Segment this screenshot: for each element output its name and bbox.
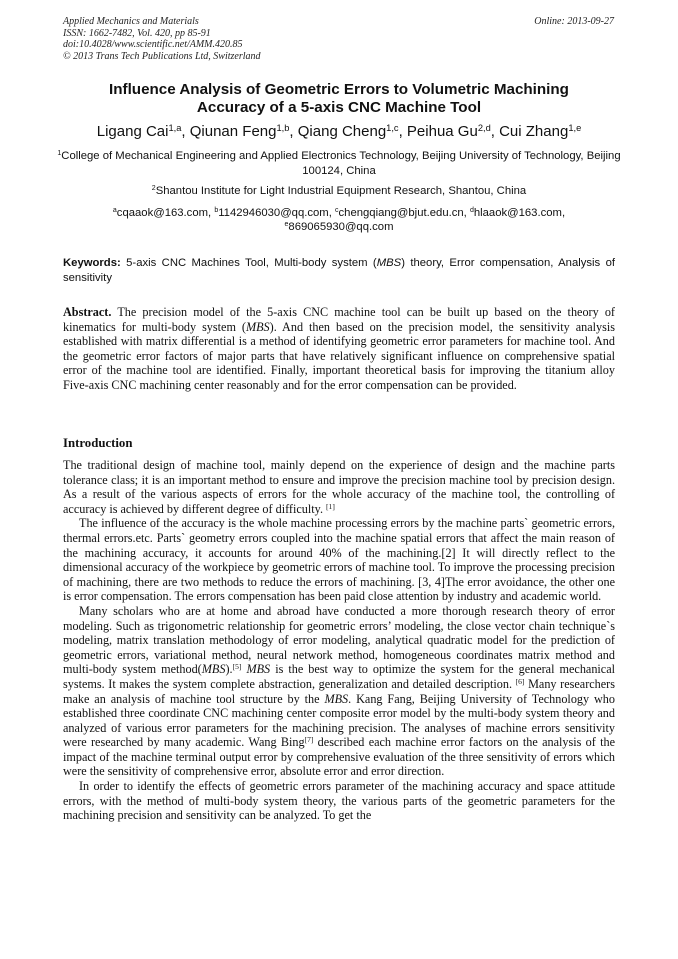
author: Qiunan Feng$^{1,b}$, bbox=[189, 122, 298, 140]
copyright-line: © 2013 Trans Tech Publications Ltd, Switzerland bbox=[63, 50, 261, 62]
paragraph: Many scholars who are at home and abroad have conducted a more thorough research theory of error modeling. Such as trigonometric relationship for geometric errors’ modeling, the close vector chain technique`s modeling, matrix translation methodology of error modeling, analytical quadratic model for the prediction of geometric errors, variational method, neural network method, homogeneous coordinates matrix method and multi-body system method(MBS).[5] MBS is the best way to optimize the system for the general mechanical systems. It makes the system complete abstraction, generalization and detailed description. [6] Many researchers make an analysis of machine tool structure by the MBS. Kang Fang, Beijing University of Technology who established three coordinate CNC machining center composite error model by the multi-body system theory and analyzed of various error parameters for the machining precision. The analyses of machine errors sensitivity were researched by many academic. Wang Bing[7] described each machine error factors on the analysis of the impact of the machine terminal output error by comprehensive evaluation of the three sensitivity of errors which were the sensitivity of comprehensive error, absolute error and error direction. bbox=[63, 603, 616, 779]
issn-line: ISSN: 1662-7482, Vol. 420, pp 85-91 bbox=[63, 27, 211, 39]
paper-title bbox=[40, 81, 638, 117]
journal-name: Applied Mechanics and Materials bbox=[63, 16, 199, 27]
email-link[interactable]: $^b$1142946030@qq.com, bbox=[214, 207, 332, 219]
introduction-body bbox=[63, 458, 615, 823]
keywords: Keywords: 5-axis CNC Machines Tool, Multi-body system (MBS) theory, Error compensation, Analysis of sensitivity bbox=[63, 257, 615, 284]
author: Peihua Gu$^{2,d}$, bbox=[406, 122, 500, 140]
abstract: Abstract. The precision model of the 5-axis CNC machine tool can be built up based on the theory of kinematics for multi-body system (MBS). And then based on the precision model, the sensitivity analysis established with matrix differential is a method of identifying geometric error parameters for machine tool. And the geometric error factors of major parts that have relatively significant influence on comprehensive spatial error of the machine tool are identified. Finally, important theoretical basis for improving the titanium alloy Five-axis CNC machining center reasonably and for the error compensation can be provided. bbox=[63, 305, 615, 392]
email-link[interactable]: $^d$hlaaok@163.com, bbox=[469, 207, 566, 219]
title-line-2: Accuracy of a 5-axis CNC Machine Tool bbox=[196, 99, 482, 116]
email-link[interactable]: $^e$869065930@qq.com bbox=[284, 221, 394, 233]
email-link[interactable]: $^a$cqaaok@163.com, bbox=[112, 207, 215, 219]
affiliation-2: $^2$Shantou Institute for Light Industrial Equipment Research, Shantou, China bbox=[151, 185, 527, 197]
author: Ligang Cai$^{1,a}$, bbox=[96, 122, 190, 140]
email-link[interactable]: $^c$chengqiang@bjut.edu.cn, bbox=[335, 207, 470, 219]
affiliation-1: $^1$College of Mechanical Engineering and Applied Electronics Technology, Beijing University of Technology, Beijing 100124, China bbox=[57, 150, 621, 177]
paragraph: The traditional design of machine tool, mainly depend on the experience of design and the machine parts tolerance class; it is an important method to ensure and improve the precision machine tool by precision design. As a result of the various aspects of errors for the whole accuracy of the machine tool, the controlling of accuracy is achieved by different degree of difficulty. [1] bbox=[63, 458, 615, 516]
paragraph: The influence of the accuracy is the whole machine processing errors by the machine parts` geometric errors, thermal errors.etc. Parts` geometry errors coupled into the machine spatial errors that affect the main reason of the machining accuracy, it accounts for around 40% of the machining.[2] It will directly reflect to the dimensional accuracy of the workpiece by geometric errors of machine tool. To improve the processing precision of machining, there are two methods to reduce the errors of machining. [3, 4]The error avoidance, the other one is error compensation. The errors compensation has been paid close attention by industry and academic world. bbox=[63, 516, 615, 604]
abstract-label: Abstract. bbox=[63, 305, 112, 319]
paragraph: In order to identify the effects of geometric errors parameter of the machining accuracy and space attitude errors, with the method of multi-body system theory, the various parts of the geometric parameters for the machining precision and sensitivity can be analyzed. To get the bbox=[63, 779, 615, 823]
author: Qiang Cheng$^{1,c}$, bbox=[297, 122, 407, 140]
author: Cui Zhang$^{1,e}$ bbox=[499, 122, 582, 140]
email-list bbox=[50, 206, 628, 234]
journal-header bbox=[63, 16, 261, 62]
title-line-1: Influence Analysis of Geometric Errors to Volumetric Machining bbox=[109, 81, 569, 98]
doi-line: doi:10.4028/www.scientific.net/AMM.420.85 bbox=[63, 39, 243, 50]
section-heading-introduction: Introduction bbox=[63, 436, 133, 450]
keywords-label: Keywords: bbox=[63, 257, 121, 269]
author-list bbox=[20, 122, 658, 141]
online-date: Online: 2013-09-27 bbox=[534, 16, 614, 27]
